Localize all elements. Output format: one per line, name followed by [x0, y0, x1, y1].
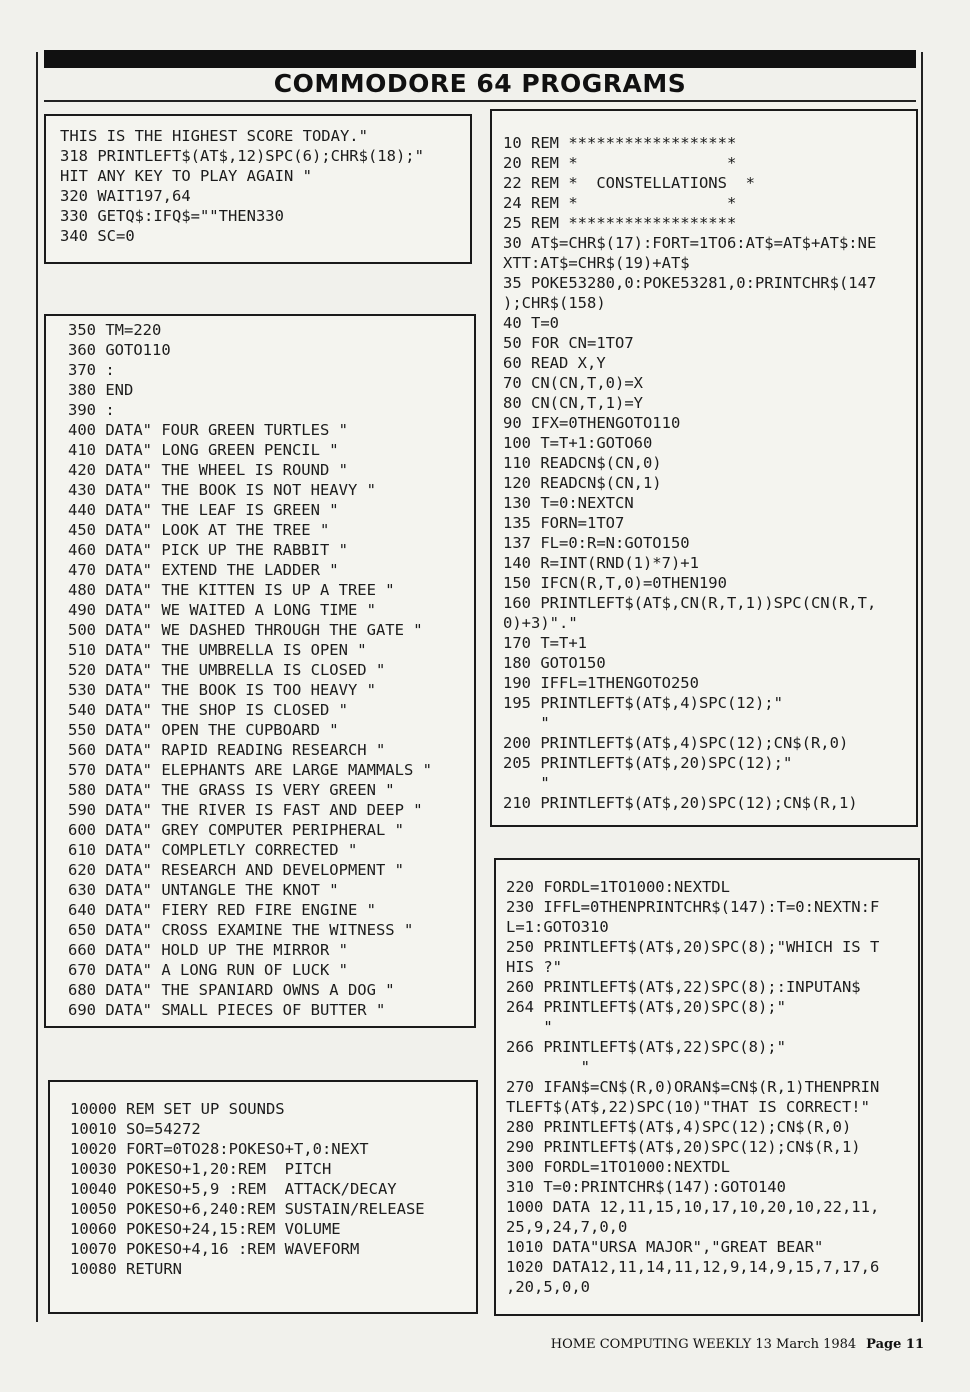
- code-line: 10060 POKESO+24,15:REM VOLUME: [70, 1220, 341, 1238]
- code-line: ": [503, 714, 550, 732]
- code-line: 195 PRINTLEFT$(AT$,4)SPC(12);": [503, 694, 783, 712]
- code-line: 205 PRINTLEFT$(AT$,20)SPC(12);": [503, 754, 793, 772]
- code-line: 690 DATA" SMALL PIECES OF BUTTER ": [68, 1001, 386, 1019]
- code-line: 40 T=0: [503, 314, 559, 332]
- code-line: 24 REM * *: [503, 194, 737, 212]
- code-line: 1010 DATA"URSA MAJOR","GREAT BEAR": [506, 1238, 824, 1256]
- code-line: 266 PRINTLEFT$(AT$,22)SPC(8);": [506, 1038, 786, 1056]
- code-line: 290 PRINTLEFT$(AT$,20)SPC(12);CN$(R,1): [506, 1138, 861, 1156]
- code-line: 160 PRINTLEFT$(AT$,CN(R,T,1))SPC(CN(R,T,: [503, 594, 877, 612]
- code-line: 137 FL=0:R=N:GOTO150: [503, 534, 690, 552]
- code-line: 210 PRINTLEFT$(AT$,20)SPC(12);CN$(R,1): [503, 794, 858, 812]
- code-line: 430 DATA" THE BOOK IS NOT HEAVY ": [68, 481, 376, 499]
- code-listing: [68, 320, 474, 1020]
- code-line: 1000 DATA 12,11,15,10,17,10,20,10,22,11,: [506, 1198, 880, 1216]
- code-line: 180 GOTO150: [503, 654, 606, 672]
- code-line: 22 REM * CONSTELLATIONS *: [503, 174, 755, 192]
- code-line: 190 IFFL=1THENGOTO250: [503, 674, 699, 692]
- code-line: 220 FORDL=1TO1000:NEXTDL: [506, 878, 730, 896]
- code-line: 10020 FORT=0TO28:POKESO+T,0:NEXT: [70, 1140, 369, 1158]
- publication-line: HOME COMPUTING WEEKLY 13 March 1984: [550, 1337, 857, 1352]
- code-line: 250 PRINTLEFT$(AT$,20)SPC(8);"WHICH IS T: [506, 938, 880, 956]
- code-line: 590 DATA" THE RIVER IS FAST AND DEEP ": [68, 801, 423, 819]
- code-line: 90 IFX=0THENGOTO110: [503, 414, 681, 432]
- listing-box-score: [44, 114, 472, 264]
- code-line: 630 DATA" UNTANGLE THE KNOT ": [68, 881, 339, 899]
- code-line: 230 IFFL=0THENPRINTCHR$(147):T=0:NEXTN:F: [506, 898, 880, 916]
- code-line: 440 DATA" THE LEAF IS GREEN ": [68, 501, 339, 519]
- code-line: 10040 POKESO+5,9 :REM ATTACK/DECAY: [70, 1180, 397, 1198]
- page-footer: [551, 1337, 924, 1352]
- code-line: 470 DATA" EXTEND THE LADDER ": [68, 561, 339, 579]
- code-line: 550 DATA" OPEN THE CUPBOARD ": [68, 721, 339, 739]
- code-line: 25,9,24,7,0,0: [506, 1218, 628, 1236]
- code-line: 300 FORDL=1TO1000:NEXTDL: [506, 1158, 730, 1176]
- code-line: 500 DATA" WE DASHED THROUGH THE GATE ": [68, 621, 423, 639]
- code-line: 10030 POKESO+1,20:REM PITCH: [70, 1160, 332, 1178]
- code-listing: [506, 877, 918, 1297]
- code-line: 170 T=T+1: [503, 634, 587, 652]
- code-line: 35 POKE53280,0:POKE53281,0:PRINTCHR$(147: [503, 274, 877, 292]
- code-line: 620 DATA" RESEARCH AND DEVELOPMENT ": [68, 861, 404, 879]
- code-line: 130 T=0:NEXTCN: [503, 494, 634, 512]
- listing-box-sounds: [48, 1080, 478, 1314]
- code-line: 490 DATA" WE WAITED A LONG TIME ": [68, 601, 376, 619]
- header-rule: [44, 100, 916, 102]
- code-line: 530 DATA" THE BOOK IS TOO HEAVY ": [68, 681, 376, 699]
- code-line: 480 DATA" THE KITTEN IS UP A TREE ": [68, 581, 395, 599]
- code-line: 540 DATA" THE SHOP IS CLOSED ": [68, 701, 348, 719]
- code-line: 100 T=T+1:GOTO60: [503, 434, 653, 452]
- code-listing: [70, 1099, 476, 1279]
- code-line: ": [506, 1018, 553, 1036]
- code-listing: [60, 126, 470, 246]
- code-listing: [503, 133, 916, 813]
- code-line: 200 PRINTLEFT$(AT$,4)SPC(12);CN$(R,0): [503, 734, 849, 752]
- listing-box-constellations: [490, 109, 918, 827]
- code-line: L=1:GOTO310: [506, 918, 609, 936]
- header-bar: [44, 50, 916, 68]
- code-line: 70 CN(CN,T,0)=X: [503, 374, 643, 392]
- code-line: 280 PRINTLEFT$(AT$,4)SPC(12);CN$(R,0): [506, 1118, 852, 1136]
- code-line: 10080 RETURN: [70, 1260, 182, 1278]
- code-line: 318 PRINTLEFT$(AT$,12)SPC(6);CHR$(18);": [60, 147, 424, 165]
- code-line: 25 REM ******************: [503, 214, 737, 232]
- code-line: 140 R=INT(RND(1)*7)+1: [503, 554, 699, 572]
- code-line: THIS IS THE HIGHEST SCORE TODAY.": [60, 127, 368, 145]
- page-number: Page 11: [866, 1337, 924, 1352]
- code-line: 650 DATA" CROSS EXAMINE THE WITNESS ": [68, 921, 414, 939]
- code-line: 580 DATA" THE GRASS IS VERY GREEN ": [68, 781, 395, 799]
- code-line: 50 FOR CN=1TO7: [503, 334, 634, 352]
- code-line: 680 DATA" THE SPANIARD OWNS A DOG ": [68, 981, 395, 999]
- code-line: 370 :: [68, 361, 115, 379]
- code-line: 120 READCN$(CN,1): [503, 474, 662, 492]
- code-line: 10 REM ******************: [503, 134, 737, 152]
- code-line: 560 DATA" RAPID READING RESEARCH ": [68, 741, 386, 759]
- code-line: 20 REM * *: [503, 154, 737, 172]
- code-line: 420 DATA" THE WHEEL IS ROUND ": [68, 461, 348, 479]
- code-line: 80 CN(CN,T,1)=Y: [503, 394, 643, 412]
- code-line: 660 DATA" HOLD UP THE MIRROR ": [68, 941, 348, 959]
- code-line: 510 DATA" THE UMBRELLA IS OPEN ": [68, 641, 367, 659]
- code-line: ": [506, 1058, 590, 1076]
- code-line: 600 DATA" GREY COMPUTER PERIPHERAL ": [68, 821, 404, 839]
- code-line: 450 DATA" LOOK AT THE TREE ": [68, 521, 330, 539]
- code-line: 135 FORN=1TO7: [503, 514, 625, 532]
- code-line: 270 IFAN$=CN$(R,0)ORAN$=CN$(R,1)THENPRIN: [506, 1078, 880, 1096]
- code-line: 264 PRINTLEFT$(AT$,20)SPC(8);": [506, 998, 786, 1016]
- code-line: 400 DATA" FOUR GREEN TURTLES ": [68, 421, 348, 439]
- code-line: 310 T=0:PRINTCHR$(147):GOTO140: [506, 1178, 786, 1196]
- left-column-rule: [36, 52, 38, 1322]
- code-line: 350 TM=220: [68, 321, 162, 339]
- code-line: 390 :: [68, 401, 115, 419]
- page-title: COMMODORE 64 PROGRAMS: [273, 69, 687, 98]
- code-line: 10000 REM SET UP SOUNDS: [70, 1100, 285, 1118]
- code-line: HIS ?": [506, 958, 562, 976]
- code-line: 320 WAIT197,64: [60, 187, 191, 205]
- code-line: ": [503, 774, 550, 792]
- code-line: XTT:AT$=CHR$(19)+AT$: [503, 254, 690, 272]
- code-line: 380 END: [68, 381, 134, 399]
- code-line: 410 DATA" LONG GREEN PENCIL ": [68, 441, 339, 459]
- listing-box-data: [44, 314, 476, 1028]
- code-line: 30 AT$=CHR$(17):FORT=1TO6:AT$=AT$+AT$:NE: [503, 234, 877, 252]
- code-line: ,20,5,0,0: [506, 1278, 590, 1296]
- code-line: 640 DATA" FIERY RED FIRE ENGINE ": [68, 901, 376, 919]
- code-line: 330 GETQ$:IFQ$=""THEN330: [60, 207, 284, 225]
- code-line: 10050 POKESO+6,240:REM SUSTAIN/RELEASE: [70, 1200, 425, 1218]
- code-line: 570 DATA" ELEPHANTS ARE LARGE MAMMALS ": [68, 761, 432, 779]
- code-line: );CHR$(158): [503, 294, 606, 312]
- code-line: TLEFT$(AT$,22)SPC(10)"THAT IS CORRECT!": [506, 1098, 870, 1116]
- code-line: 260 PRINTLEFT$(AT$,22)SPC(8);:INPUTAN$: [506, 978, 861, 996]
- right-column-rule: [921, 52, 923, 1322]
- code-line: 60 READ X,Y: [503, 354, 606, 372]
- code-line: 610 DATA" COMPLETLY CORRECTED ": [68, 841, 358, 859]
- code-line: 340 SC=0: [60, 227, 135, 245]
- code-line: HIT ANY KEY TO PLAY AGAIN ": [60, 167, 312, 185]
- code-line: 10070 POKESO+4,16 :REM WAVEFORM: [70, 1240, 360, 1258]
- code-line: 360 GOTO110: [68, 341, 171, 359]
- code-line: 670 DATA" A LONG RUN OF LUCK ": [68, 961, 348, 979]
- code-line: 520 DATA" THE UMBRELLA IS CLOSED ": [68, 661, 386, 679]
- code-line: 1020 DATA12,11,14,11,12,9,14,9,15,7,17,6: [506, 1258, 880, 1276]
- code-line: 150 IFCN(R,T,0)=0THEN190: [503, 574, 727, 592]
- listing-box-quiz: [494, 858, 920, 1316]
- code-line: 10010 SO=54272: [70, 1120, 201, 1138]
- code-line: 110 READCN$(CN,0): [503, 454, 662, 472]
- code-line: 460 DATA" PICK UP THE RABBIT ": [68, 541, 348, 559]
- code-line: 0)+3)".": [503, 614, 578, 632]
